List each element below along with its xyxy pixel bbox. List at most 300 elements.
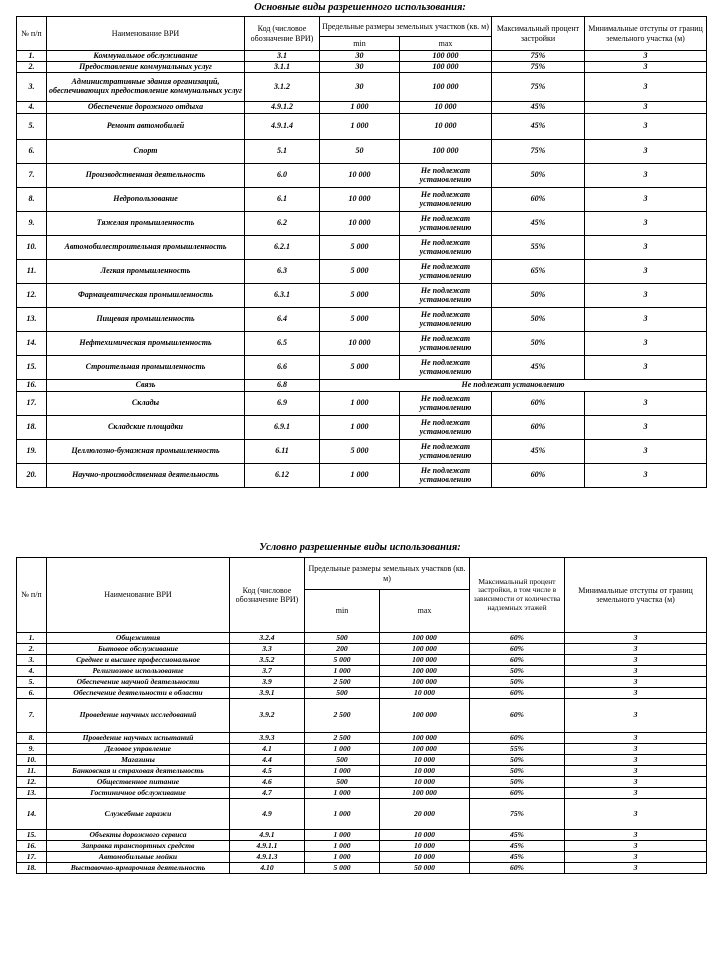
cell-name: Складские площадки (47, 416, 245, 440)
cell-min: 1 000 (305, 744, 380, 755)
cell-code: 6.6 (245, 356, 320, 380)
table-row (17, 140, 707, 164)
cell-max: 100 000 (380, 666, 470, 677)
cell-setback: 3 (585, 464, 707, 488)
cell-name: Среднее и высшее профессиональное (47, 655, 230, 666)
cell-max: 100 000 (400, 140, 492, 164)
cell-min: 10 000 (320, 164, 400, 188)
cell-max: 100 000 (380, 655, 470, 666)
cell-num: 1. (17, 51, 47, 62)
table1-title: Основные виды разрешенного использования: (254, 2, 466, 13)
table-row (17, 799, 707, 830)
table-row (17, 260, 707, 284)
cell-name: Пищевая промышленность (47, 308, 245, 332)
table-row (17, 308, 707, 332)
cell-code: 3.5.2 (230, 655, 305, 666)
header2-size: Предельные размеры земельных участков (кв. м) (305, 558, 470, 590)
main-uses-table (16, 16, 707, 488)
table-row (17, 236, 707, 260)
cell-code: 4.7 (230, 788, 305, 799)
table-row (17, 677, 707, 688)
cell-min: 30 (320, 62, 400, 73)
table-row (17, 416, 707, 440)
cell-name: Ремонт автомобилей (47, 114, 245, 140)
cell-setback: 3 (565, 830, 707, 841)
cell-code: 4.9.1 (230, 830, 305, 841)
cell-code: 4.1 (230, 744, 305, 755)
cell-max: 100 000 (380, 744, 470, 755)
cell-max: 10 000 (380, 755, 470, 766)
cell-min: 1 000 (305, 841, 380, 852)
cell-min: 1 000 (320, 416, 400, 440)
cell-num: 2. (17, 62, 47, 73)
cell-percent: 45% (492, 102, 585, 114)
cell-name: Обеспечение деятельности в области (47, 688, 230, 699)
cell-min: 1 000 (305, 666, 380, 677)
cell-num: 14. (17, 799, 47, 830)
header-percent: Максимальный процент застройки (492, 17, 585, 51)
main-uses-body (17, 51, 707, 488)
cell-max: 100 000 (380, 788, 470, 799)
cell-num: 15. (17, 356, 47, 380)
cell-num: 7. (17, 699, 47, 733)
cell-num: 16. (17, 380, 47, 392)
cell-name: Автомобилестроительная промышленность (47, 236, 245, 260)
table-row (17, 380, 707, 392)
cell-setback: 3 (585, 440, 707, 464)
cell-percent: 45% (492, 440, 585, 464)
table-row (17, 164, 707, 188)
cell-percent: 60% (470, 863, 565, 874)
table-row (17, 188, 707, 212)
cell-setback: 3 (585, 51, 707, 62)
cell-code: 5.1 (245, 140, 320, 164)
table-row (17, 464, 707, 488)
cell-code: 4.9.1.1 (230, 841, 305, 852)
cell-min: 5 000 (305, 655, 380, 666)
cell-min: 10 000 (320, 332, 400, 356)
cell-num: 19. (17, 440, 47, 464)
cell-percent: 50% (470, 666, 565, 677)
cell-setback: 3 (565, 655, 707, 666)
cell-percent: 45% (470, 852, 565, 863)
cell-name: Целлюлозно-бумажная промышленность (47, 440, 245, 464)
cell-num: 17. (17, 852, 47, 863)
cell-code: 3.7 (230, 666, 305, 677)
table-row (17, 733, 707, 744)
cell-min: 1 000 (320, 392, 400, 416)
cell-name: Спорт (47, 140, 245, 164)
cell-min: 1 000 (305, 852, 380, 863)
cell-min: 5 000 (320, 236, 400, 260)
cell-code: 6.2.1 (245, 236, 320, 260)
cell-num: 8. (17, 733, 47, 744)
cell-percent: 45% (492, 114, 585, 140)
cell-name: Общественное питание (47, 777, 230, 788)
table2-title: Условно разрешенные виды использования: (259, 542, 461, 553)
cell-name: Общежития (47, 633, 230, 644)
cell-percent: 45% (470, 841, 565, 852)
header2-percent: Максимальный процент застройки, в том числе в зависимости от количества надземных этажей (470, 558, 565, 633)
cell-code: 3.2.4 (230, 633, 305, 644)
cell-num: 18. (17, 416, 47, 440)
table-row (17, 102, 707, 114)
cell-percent: 60% (470, 699, 565, 733)
cell-code: 6.3.1 (245, 284, 320, 308)
cell-code: 4.4 (230, 755, 305, 766)
cell-name: Проведение научных испытаний (47, 733, 230, 744)
cell-max: 100 000 (380, 633, 470, 644)
cell-max: 10 000 (380, 830, 470, 841)
cell-max: 10 000 (380, 688, 470, 699)
cell-min: 50 (320, 140, 400, 164)
table-row (17, 284, 707, 308)
cell-num: 10. (17, 755, 47, 766)
cell-code: 3.9.2 (230, 699, 305, 733)
header-max: max (400, 37, 492, 51)
cell-percent: 60% (470, 644, 565, 655)
cell-setback: 3 (565, 677, 707, 688)
cell-max: 10 000 (380, 777, 470, 788)
conditional-uses-body (17, 633, 707, 874)
cell-min: 500 (305, 633, 380, 644)
table-row (17, 688, 707, 699)
cell-num: 13. (17, 788, 47, 799)
cell-code: 6.12 (245, 464, 320, 488)
cell-min: 200 (305, 644, 380, 655)
cell-percent: 75% (492, 73, 585, 102)
cell-code: 6.0 (245, 164, 320, 188)
cell-code: 4.6 (230, 777, 305, 788)
cell-min: 10 000 (320, 212, 400, 236)
cell-max: 100 000 (400, 73, 492, 102)
cell-code: 6.1 (245, 188, 320, 212)
table-row (17, 852, 707, 863)
cell-percent: 50% (492, 308, 585, 332)
cell-setback: 3 (565, 744, 707, 755)
cell-max: 50 000 (380, 863, 470, 874)
cell-num: 6. (17, 140, 47, 164)
header-setback: Минимальные отступы от границ земельного участка (м) (585, 17, 707, 51)
cell-code: 6.9 (245, 392, 320, 416)
cell-percent: 75% (492, 62, 585, 73)
cell-setback: 3 (585, 332, 707, 356)
header-name: Наименование ВРИ (47, 17, 245, 51)
cell-setback: 3 (585, 62, 707, 73)
table-row (17, 666, 707, 677)
cell-percent: 60% (470, 788, 565, 799)
cell-max: 100 000 (380, 699, 470, 733)
table-row (17, 356, 707, 380)
cell-code: 6.2 (245, 212, 320, 236)
table-row (17, 212, 707, 236)
cell-name: Недропользование (47, 188, 245, 212)
cell-num: 5. (17, 114, 47, 140)
cell-max: 100 000 (400, 62, 492, 73)
table-row (17, 766, 707, 777)
cell-code: 4.5 (230, 766, 305, 777)
cell-percent: 75% (492, 51, 585, 62)
cell-percent: 60% (492, 188, 585, 212)
cell-name: Связь (47, 380, 245, 392)
cell-max: Не подлежат установлению (400, 284, 492, 308)
cell-code: 6.4 (245, 308, 320, 332)
cell-name: Производственная деятельность (47, 164, 245, 188)
cell-min: 1 000 (305, 830, 380, 841)
cell-name: Гостиничное обслуживание (47, 788, 230, 799)
cell-num: 17. (17, 392, 47, 416)
cell-min: 5 000 (320, 260, 400, 284)
cell-percent: 50% (492, 164, 585, 188)
cell-max: 100 000 (400, 51, 492, 62)
cell-max: 100 000 (380, 733, 470, 744)
cell-num: 2. (17, 644, 47, 655)
cell-name: Административные здания организаций, обеспечивающих предоставление коммунальных услуг (47, 73, 245, 102)
cell-num: 7. (17, 164, 47, 188)
cell-percent: 60% (492, 464, 585, 488)
cell-name: Бытовое обслуживание (47, 644, 230, 655)
cell-max: 10 000 (400, 102, 492, 114)
cell-code: 6.8 (245, 380, 320, 392)
cell-setback: 3 (585, 260, 707, 284)
cell-name: Заправка транспортных средств (47, 841, 230, 852)
table-row (17, 644, 707, 655)
cell-setback: 3 (585, 392, 707, 416)
cell-num: 11. (17, 260, 47, 284)
cell-setback: 3 (585, 140, 707, 164)
cell-setback: 3 (585, 308, 707, 332)
cell-percent: 45% (470, 830, 565, 841)
cell-max: Не подлежат установлению (400, 332, 492, 356)
header-size: Предельные размеры земельных участков (кв. м) (320, 17, 492, 37)
cell-max: Не подлежат установлению (400, 356, 492, 380)
cell-name: Легкая промышленность (47, 260, 245, 284)
table-row (17, 114, 707, 140)
cell-code: 6.5 (245, 332, 320, 356)
cell-setback: 3 (565, 733, 707, 744)
cell-setback: 3 (565, 852, 707, 863)
cell-name: Автомобильные мойки (47, 852, 230, 863)
table-row (17, 699, 707, 733)
header2-max: max (380, 590, 470, 633)
cell-percent: 50% (492, 284, 585, 308)
cell-num: 4. (17, 102, 47, 114)
header2-name: Наименование ВРИ (47, 558, 230, 633)
cell-min: 2 500 (305, 699, 380, 733)
cell-max: Не подлежат установлению (400, 164, 492, 188)
cell-num: 20. (17, 464, 47, 488)
cell-max: Не подлежат установлению (400, 212, 492, 236)
header-num: № п/п (17, 17, 47, 51)
cell-num: 13. (17, 308, 47, 332)
cell-percent: 60% (470, 633, 565, 644)
cell-percent: 75% (470, 799, 565, 830)
cell-setback: 3 (585, 212, 707, 236)
cell-name: Объекты дорожного сервиса (47, 830, 230, 841)
cell-name: Обеспечение дорожного отдыха (47, 102, 245, 114)
cell-percent: 45% (492, 212, 585, 236)
cell-percent: 50% (470, 677, 565, 688)
cell-min: 30 (320, 73, 400, 102)
cell-name: Обеспечение научной деятельности (47, 677, 230, 688)
cell-code: 3.1.1 (245, 62, 320, 73)
cell-setback: 3 (585, 284, 707, 308)
cell-name: Склады (47, 392, 245, 416)
cell-max: Не подлежат установлению (400, 188, 492, 212)
cell-max: Не подлежат установлению (400, 464, 492, 488)
cell-code: 3.9.1 (230, 688, 305, 699)
cell-min: 1 000 (305, 788, 380, 799)
cell-num: 3. (17, 655, 47, 666)
cell-name: Научно-производственная деятельность (47, 464, 245, 488)
header2-setback: Минимальные отступы от границ земельного участка (м) (565, 558, 707, 633)
cell-min: 500 (305, 755, 380, 766)
table-row (17, 655, 707, 666)
cell-setback: 3 (585, 356, 707, 380)
cell-min: 1 000 (305, 766, 380, 777)
cell-percent: 45% (492, 356, 585, 380)
cell-setback: 3 (565, 688, 707, 699)
table-row (17, 755, 707, 766)
cell-num: 3. (17, 73, 47, 102)
cell-setback: 3 (585, 102, 707, 114)
cell-min: 10 000 (320, 188, 400, 212)
cell-max: Не подлежат установлению (400, 392, 492, 416)
cell-max: 20 000 (380, 799, 470, 830)
cell-setback: 3 (565, 766, 707, 777)
cell-min: 1 000 (320, 114, 400, 140)
cell-name: Фармацевтическая промышленность (47, 284, 245, 308)
cell-max: 10 000 (380, 766, 470, 777)
cell-name: Тяжелая промышленность (47, 212, 245, 236)
table-row (17, 788, 707, 799)
header-min: min (320, 37, 400, 51)
cell-percent: 55% (470, 744, 565, 755)
cell-name: Нефтехимическая промышленность (47, 332, 245, 356)
cell-name: Выставочно-ярмарочная деятельность (47, 863, 230, 874)
cell-setback: 3 (565, 841, 707, 852)
cell-setback: 3 (565, 777, 707, 788)
cell-code: 4.9 (230, 799, 305, 830)
cell-max: 100 000 (380, 677, 470, 688)
table-row (17, 62, 707, 73)
cell-merged: Не подлежат установлению (320, 380, 707, 392)
cell-min: 30 (320, 51, 400, 62)
cell-max: Не подлежат установлению (400, 236, 492, 260)
cell-percent: 60% (492, 416, 585, 440)
cell-num: 16. (17, 841, 47, 852)
table-row (17, 863, 707, 874)
cell-code: 4.9.1.3 (230, 852, 305, 863)
cell-num: 12. (17, 777, 47, 788)
header-code: Код (числовое обозначение ВРИ) (245, 17, 320, 51)
header2-num: № п/п (17, 558, 47, 633)
cell-min: 1 000 (320, 102, 400, 114)
cell-max: Не подлежат установлению (400, 440, 492, 464)
cell-min: 5 000 (320, 284, 400, 308)
cell-max: 10 000 (380, 841, 470, 852)
cell-min: 2 500 (305, 733, 380, 744)
cell-min: 5 000 (320, 308, 400, 332)
cell-code: 6.3 (245, 260, 320, 284)
cell-name: Строительная промышленность (47, 356, 245, 380)
cell-code: 4.9.1.2 (245, 102, 320, 114)
cell-max: 10 000 (380, 852, 470, 863)
cell-percent: 75% (492, 140, 585, 164)
cell-num: 8. (17, 188, 47, 212)
cell-name: Проведение научных исследований (47, 699, 230, 733)
cell-num: 4. (17, 666, 47, 677)
cell-max: Не подлежат установлению (400, 416, 492, 440)
cell-max: 100 000 (380, 644, 470, 655)
cell-setback: 3 (565, 788, 707, 799)
cell-num: 6. (17, 688, 47, 699)
cell-code: 3.9.3 (230, 733, 305, 744)
cell-name: Религиозное использование (47, 666, 230, 677)
cell-num: 11. (17, 766, 47, 777)
cell-name: Коммунальное обслуживание (47, 51, 245, 62)
cell-setback: 3 (585, 73, 707, 102)
cell-percent: 50% (470, 766, 565, 777)
cell-percent: 65% (492, 260, 585, 284)
cell-setback: 3 (585, 236, 707, 260)
cell-code: 3.3 (230, 644, 305, 655)
cell-code: 3.1 (245, 51, 320, 62)
cell-name: Служебные гаражи (47, 799, 230, 830)
cell-code: 3.9 (230, 677, 305, 688)
cell-name: Банковская и страховая деятельность (47, 766, 230, 777)
cell-percent: 50% (492, 332, 585, 356)
cell-code: 4.10 (230, 863, 305, 874)
table-row (17, 777, 707, 788)
table-row (17, 830, 707, 841)
cell-min: 1 000 (305, 799, 380, 830)
cell-code: 4.9.1.4 (245, 114, 320, 140)
cell-min: 2 500 (305, 677, 380, 688)
table-row (17, 332, 707, 356)
cell-max: 10 000 (400, 114, 492, 140)
table-row (17, 633, 707, 644)
cell-setback: 3 (565, 699, 707, 733)
cell-name: Предоставление коммунальных услуг (47, 62, 245, 73)
cell-num: 9. (17, 212, 47, 236)
table-row (17, 392, 707, 416)
cell-min: 500 (305, 688, 380, 699)
cell-name: Деловое управление (47, 744, 230, 755)
cell-max: Не подлежат установлению (400, 308, 492, 332)
cell-percent: 60% (470, 688, 565, 699)
table-row (17, 744, 707, 755)
cell-setback: 3 (565, 863, 707, 874)
cell-num: 12. (17, 284, 47, 308)
cell-min: 500 (305, 777, 380, 788)
conditional-uses-table (16, 557, 707, 874)
cell-setback: 3 (565, 799, 707, 830)
cell-setback: 3 (585, 114, 707, 140)
cell-setback: 3 (585, 188, 707, 212)
cell-max: Не подлежат установлению (400, 260, 492, 284)
cell-code: 6.11 (245, 440, 320, 464)
cell-percent: 60% (470, 733, 565, 744)
cell-setback: 3 (585, 416, 707, 440)
header2-code: Код (числовое обозначение ВРИ) (230, 558, 305, 633)
cell-setback: 3 (565, 666, 707, 677)
cell-code: 6.9.1 (245, 416, 320, 440)
cell-percent: 50% (470, 755, 565, 766)
cell-num: 1. (17, 633, 47, 644)
cell-num: 9. (17, 744, 47, 755)
cell-percent: 60% (470, 655, 565, 666)
